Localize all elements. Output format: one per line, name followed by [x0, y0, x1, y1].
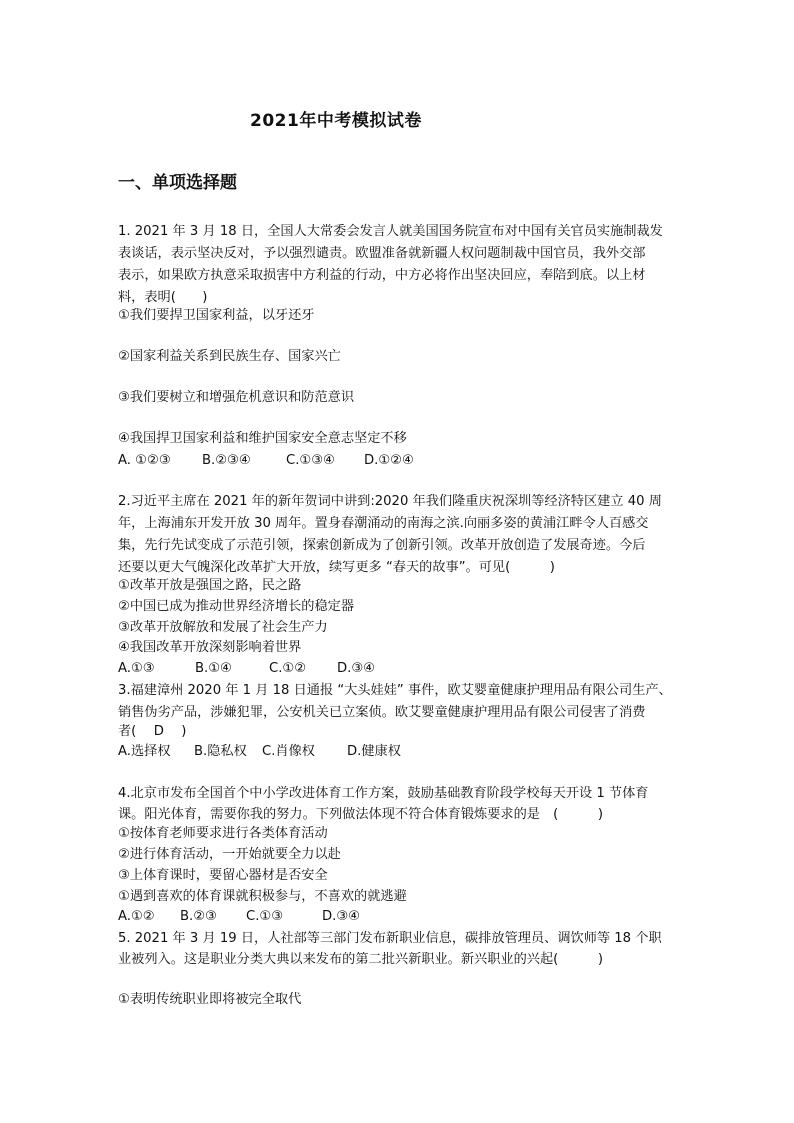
q2-choice-c: C.①②	[269, 661, 307, 676]
q4-option-1: ①按体育老师要求进行各类体育活动	[118, 826, 328, 841]
q5-stem-line-1: 5. 2021 年 3 月 19 日，人社部等三部门发布新职业信息，碳排放管理员、调饮师等 18 个职	[118, 931, 662, 946]
q1-choice-a: A. ①②③	[118, 453, 171, 468]
q1-choice-c: C.①③④	[286, 453, 335, 468]
q2-option-2: ②中国已成为推动世界经济增长的稳定器	[118, 599, 355, 614]
q4-choices	[118, 907, 360, 927]
q1-choice-d: D.①②④	[364, 453, 414, 468]
q2-choices	[118, 659, 375, 679]
section-heading: 一、单项选择题	[118, 173, 237, 193]
q1-option-1: ①我们要捍卫国家利益，以牙还牙	[118, 308, 315, 323]
q2-choice-d: D.③④	[337, 661, 375, 676]
q4-option-3: ③上体育课时，要留心器材是否安全	[118, 868, 328, 883]
q1-option-4: ④我国捍卫国家利益和维护国家安全意志坚定不移	[118, 431, 407, 446]
q5-option-1: ①表明传统职业即将被完全取代	[118, 992, 302, 1007]
q3-choice-b: B.隐私权	[194, 744, 247, 759]
q1-option-2: ②国家利益关系到民族生存、国家兴亡	[118, 349, 341, 364]
q5-stem-line-2: 业被列入。这是职业分类大典以来发布的第二批兴新职业。新兴职业的兴起( )	[118, 952, 604, 967]
q2-stem-line-1: 2.习近平主席在 2021 年的新年贺词中讲到:2020 年我们隆重庆祝深圳等经济特区建立 40 周	[118, 494, 662, 509]
q4-choice-d: D.③④	[322, 909, 360, 924]
q2-stem-line-4: 还要以更大气魄深化改革扩大开放，续写更多 “春天的故事”。可见( )	[118, 560, 555, 575]
q2-option-3: ③改革开放解放和发展了社会生产力	[118, 620, 328, 635]
q1-choice-b: B.②③④	[202, 453, 251, 468]
q4-stem-line-1: 4.北京市发布全国首个中小学改进体育工作方案，鼓励基础教育阶段学校每天开设 1 节体育	[118, 786, 649, 801]
q4-choice-c: C.①③	[246, 909, 284, 924]
q2-option-4: ④我国改革开放深刻影响着世界	[118, 640, 302, 655]
q1-stem-line-2: 表谈话，表示坚决反对，予以强烈谴责。欧盟准备就新疆人权问题制裁中国官员，我外交部	[118, 246, 646, 261]
q3-stem-line-3: 者( D )	[118, 724, 187, 739]
q4-choice-b: B.②③	[180, 909, 217, 924]
q4-option-2: ②进行体育活动，一开始就要全力以赴	[118, 847, 341, 862]
q1-stem-line-3: 表示，如果欧方执意采取损害中方利益的行动，中方必将作出坚决回应，奉陪到底。以上材	[118, 268, 646, 283]
q3-choice-c: C.肖像权	[262, 744, 315, 759]
q2-option-1: ①改革开放是强国之路，民之路	[118, 578, 302, 593]
q4-stem-line-2: 课。阳光体育，需要你我的努力。下列做法体现不符合体育锻炼要求的是 ( )	[118, 807, 604, 822]
q1-choices	[118, 451, 414, 471]
q3-choice-d: D.健康权	[347, 744, 401, 759]
q4-option-4: ①遇到喜欢的体育课就积极参与，不喜欢的就逃避	[118, 889, 407, 904]
q3-choices	[118, 742, 401, 762]
q2-stem-line-2: 年，上海浦东开发开放 30 周年。置身春潮涌动的南海之滨.向丽多姿的黄浦江畔令人百感交	[118, 516, 649, 531]
q1-stem-line-1: 1. 2021 年 3 月 18 日，全国人大常委会发言人就美国国务院宣布对中国有关官员实施制裁发	[118, 224, 663, 239]
q2-stem-line-3: 集，先行先试变成了示范引领，探索创新成为了创新引领。改革开放创造了发展奇迹。今后	[118, 538, 646, 553]
page-title: 2021年中考模拟试卷	[250, 111, 422, 131]
q3-choice-a: A.选择权	[118, 744, 171, 759]
q2-choice-b: B.①④	[195, 661, 232, 676]
q1-option-3: ③我们要树立和增强危机意识和防范意识	[118, 390, 355, 405]
q1-stem-line-4: 料，表明( )	[118, 290, 208, 305]
q4-choice-a: A.①②	[118, 909, 155, 924]
q3-stem-line-1: 3.福建漳州 2020 年 1 月 18 日通报 “大头娃娃” 事件，欧艾婴童健康护理用品有限公司生产、	[118, 683, 672, 698]
q2-choice-a: A.①③	[118, 661, 155, 676]
q3-stem-line-2: 销售伪劣产品，涉嫌犯罪，公安机关已立案侦。欧艾婴童健康护理用品有限公司侵害了消费	[118, 705, 646, 720]
